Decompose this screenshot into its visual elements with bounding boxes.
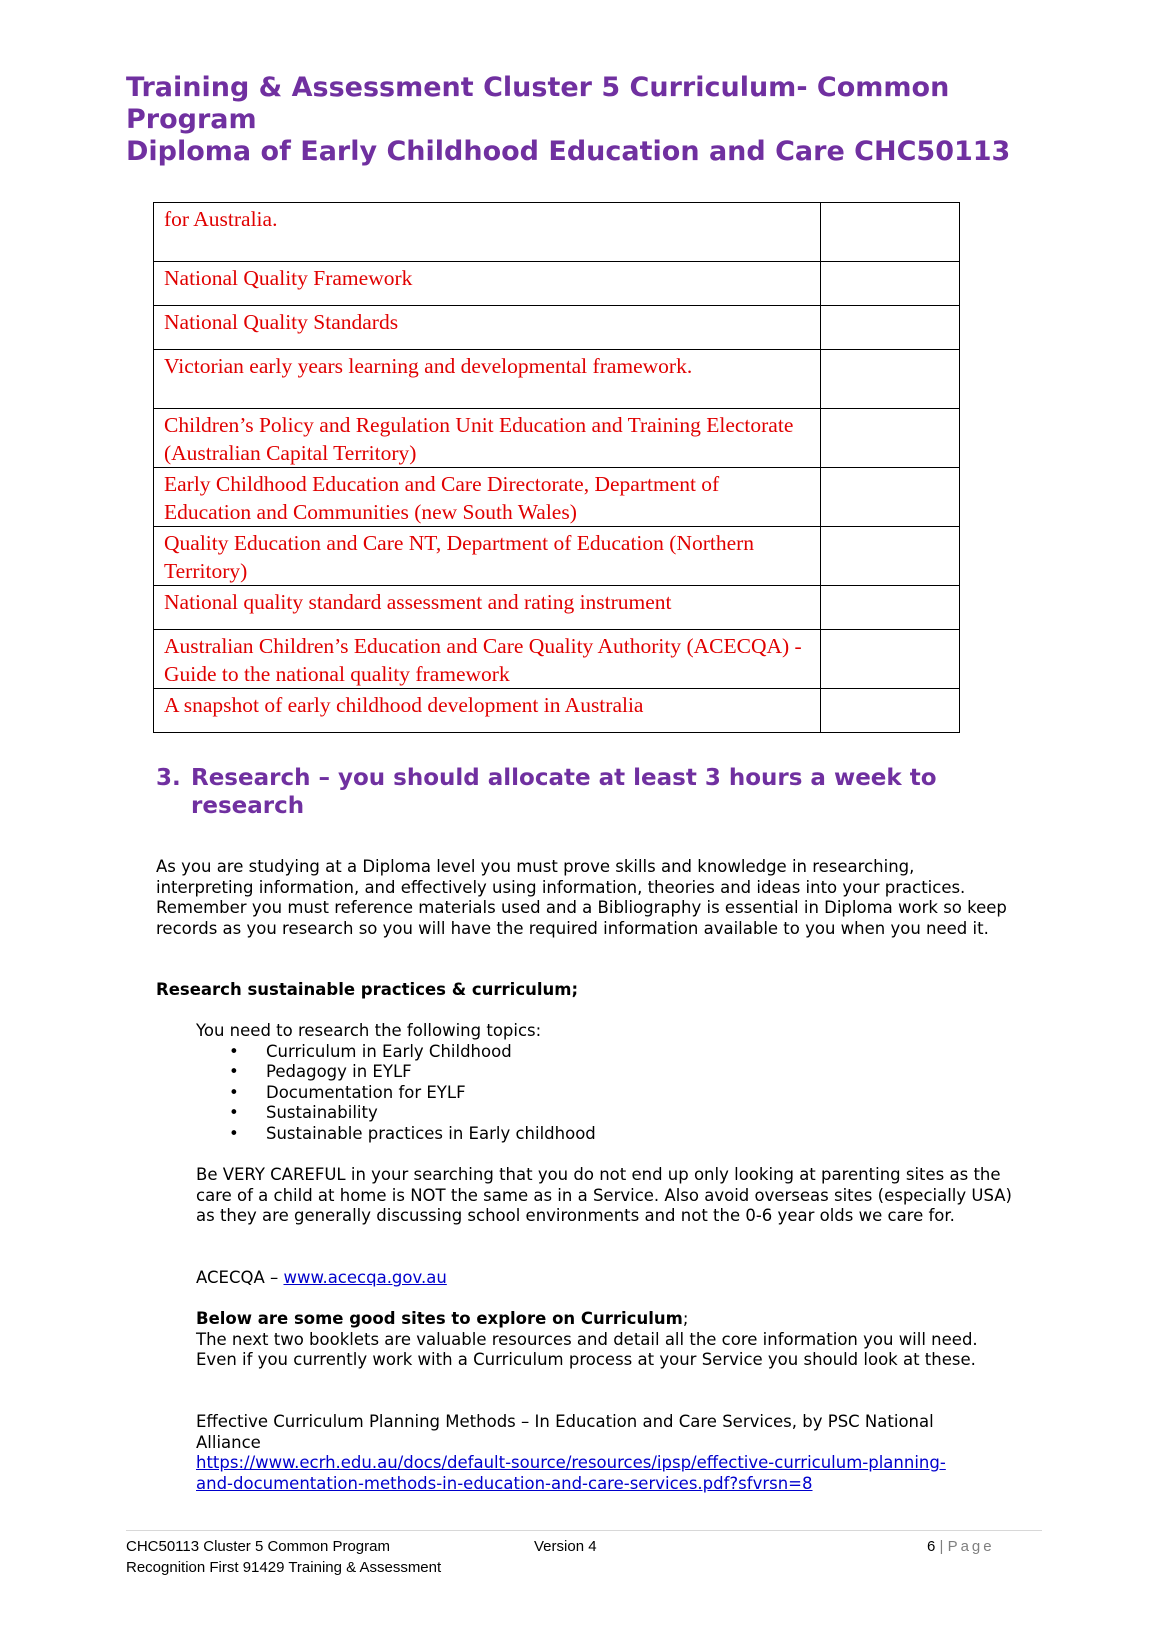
footer-left (126, 1536, 441, 1578)
table-cell-check (821, 689, 960, 733)
topics-intro: You need to research the following topics: (196, 1021, 542, 1040)
table-row (154, 350, 960, 409)
footer-page-info (927, 1536, 995, 1557)
table-row (154, 306, 960, 350)
table-cell-check (821, 527, 960, 586)
list-item-text: Sustainable practices in Early childhood (266, 1123, 596, 1143)
page-number: 6 (927, 1538, 936, 1555)
table-row (154, 468, 960, 527)
resource-title: Effective Curriculum Planning Methods – In Education and Care Services, by PSC National Alliance (196, 1412, 934, 1452)
table-cell-check (821, 262, 960, 306)
table-cell-resource: A snapshot of early childhood development in Australia (154, 689, 821, 733)
table-cell-resource: National Quality Standards (154, 306, 821, 350)
table-cell-resource: Quality Education and Care NT, Department of Education (Northern Territory) (154, 527, 821, 586)
footer-divider (126, 1530, 1042, 1531)
table-cell-resource: Early Childhood Education and Care Directorate, Department of Education and Communities (new South Wales) (154, 468, 821, 527)
research-subheading: Research sustainable practices & curriculum; (156, 980, 579, 999)
page-separator: | (935, 1538, 948, 1555)
acecqa-label: ACECQA – (196, 1268, 284, 1287)
resource-link-line-1[interactable]: https://www.ecrh.edu.au/docs/default-source/resources/ipsp/effective-curriculum-planning- (196, 1453, 946, 1473)
table-row (154, 586, 960, 630)
sites-heading-suffix: ; (682, 1309, 689, 1328)
intro-paragraph: As you are studying at a Diploma level you must prove skills and knowledge in researching, interpreting information, and effectively using information, theories and ideas into your practices. Remember you must reference materials used and a Bibliography is essential in Diploma work so keep records as you research so you will have the required information available to you when you need it. (156, 857, 1007, 938)
list-item (196, 1103, 1016, 1124)
table-cell-resource: Australian Children’s Education and Care Quality Authority (ACECQA) - Guide to the national quality framework (154, 630, 821, 689)
resource-link-line-2[interactable]: and-documentation-methods-in-education-and-care-services.pdf?sfvrsn=8 (196, 1473, 813, 1493)
table-row (154, 630, 960, 689)
bullet-icon: • (229, 1041, 239, 1061)
document-header (126, 72, 1086, 168)
list-item-text: Sustainability (266, 1103, 378, 1123)
topics-list (196, 1042, 1016, 1145)
table-cell-check (821, 586, 960, 630)
topics-block (196, 1021, 1016, 1145)
list-item-text: Documentation for EYLF (266, 1082, 466, 1102)
table-cell-resource: Children’s Policy and Regulation Unit Education and Training Electorate (Australian Capital Territory) (154, 409, 821, 468)
page-label: Page (947, 1538, 995, 1555)
list-item (196, 1124, 1016, 1145)
table-row (154, 409, 960, 468)
careful-paragraph: Be VERY CAREFUL in your searching that you do not end up only looking at parenting sites as the care of a child at home is NOT the same as in a Service. Also avoid overseas sites (especially USA) as they are generally discussing school environments and not the 0-6 year olds we care for. (196, 1165, 1012, 1226)
list-item-text: Curriculum in Early Childhood (266, 1041, 512, 1061)
sites-heading: Below are some good sites to explore on Curriculum (196, 1309, 683, 1328)
bullet-icon: • (229, 1062, 239, 1082)
sites-block (196, 1309, 1016, 1371)
resources-table (153, 202, 960, 733)
footer-provider: Recognition First 91429 Training & Assessment (126, 1559, 442, 1576)
sites-heading-line (196, 1309, 1016, 1330)
list-item-text: Pedagogy in EYLF (266, 1062, 412, 1082)
header-title-line-3: Diploma of Early Childhood Education and Care CHC50113 (126, 136, 1011, 167)
acecqa-line (196, 1268, 1016, 1289)
footer-program: CHC50113 Cluster 5 Common Program (126, 1538, 390, 1555)
list-item (196, 1042, 1016, 1063)
table-row (154, 262, 960, 306)
table-cell-check (821, 409, 960, 468)
table-cell-check (821, 630, 960, 689)
table-row (154, 203, 960, 262)
table-cell-resource: National quality standard assessment and rating instrument (154, 586, 821, 630)
resource-block (196, 1412, 1016, 1494)
table-row (154, 527, 960, 586)
table-cell-resource: Victorian early years learning and developmental framework. (154, 350, 821, 409)
table-cell-resource: National Quality Framework (154, 262, 821, 306)
table-cell-check (821, 203, 960, 262)
section-title: Research – you should allocate at least 3 hours a week to research (191, 765, 937, 819)
table-cell-check (821, 350, 960, 409)
table-cell-check (821, 306, 960, 350)
bullet-icon: • (229, 1082, 239, 1102)
header-title-line-2: Program (126, 104, 257, 135)
section-number: 3. (156, 765, 181, 791)
list-item (196, 1062, 1016, 1083)
acecqa-link[interactable]: www.acecqa.gov.au (283, 1268, 447, 1287)
bullet-icon: • (229, 1123, 239, 1143)
sites-paragraph: The next two booklets are valuable resources and detail all the core information you will need. Even if you currently work with a Curriculum process at your Service you should look at these. (196, 1329, 978, 1370)
header-title-line-1: Training & Assessment Cluster 5 Curriculum- Common (126, 72, 950, 103)
list-item (196, 1083, 1016, 1104)
section-heading (156, 764, 976, 820)
bullet-icon: • (229, 1103, 239, 1123)
table-cell-resource: for Australia. (154, 203, 821, 262)
table-cell-check (821, 468, 960, 527)
table-row (154, 689, 960, 733)
footer-version: Version 4 (534, 1538, 597, 1555)
